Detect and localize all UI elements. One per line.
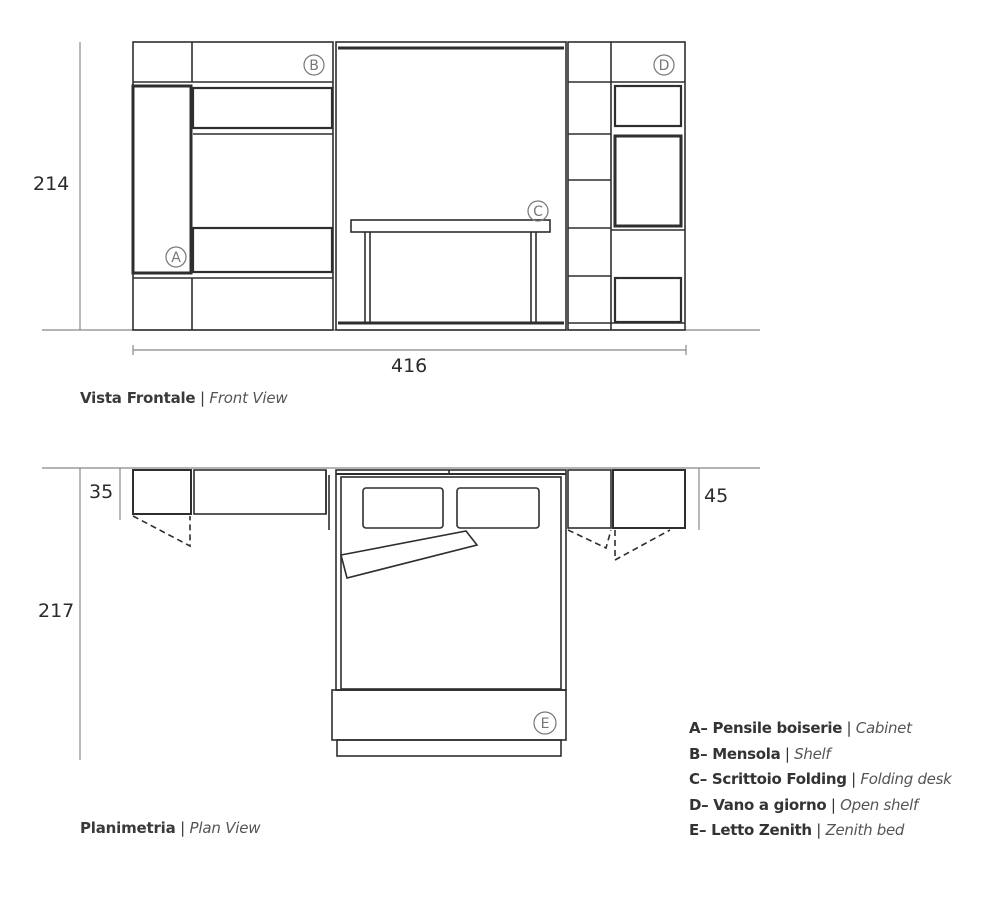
marker-e: E [540, 716, 550, 732]
front-height-dim: 214 [33, 173, 70, 195]
legend-item-e: E– Letto Zenith | Zenith bed [689, 821, 905, 839]
bed-outline [336, 470, 566, 690]
legend-italian: Scrittoio Folding [711, 770, 847, 788]
folded-duvet [341, 531, 477, 578]
folding-desk-top [351, 220, 550, 232]
legend-item-a: A– Pensile boiserie | Cabinet [689, 719, 912, 737]
legend-english: Folding desk [860, 770, 952, 788]
legend-english: Open shelf [840, 795, 918, 814]
front-view-caption-it: Vista Frontale [80, 389, 196, 407]
legend-item-b: B– Mensola | Shelf [689, 744, 831, 763]
plan-view-caption: Planimetria | Plan View [80, 819, 261, 837]
legend-english: Cabinet [855, 719, 912, 737]
legend-letter: E [689, 821, 699, 839]
legend-italian: Pensile boiserie [712, 719, 843, 737]
legend-english: Zenith bed [825, 821, 905, 839]
legend-item-c: C– Scrittoio Folding | Folding desk [689, 770, 952, 788]
plan-view-caption-it: Planimetria [80, 819, 176, 837]
front-view-caption: Vista Frontale | Front View [80, 389, 288, 407]
legend-english: Shelf [794, 744, 831, 763]
legend [689, 716, 952, 844]
plan-view-drawing [42, 468, 760, 760]
legend-italian: Vano a giorno [713, 795, 827, 814]
plan-bed-length-dim: 217 [38, 600, 75, 622]
plan-view-caption-en: Plan View [189, 819, 261, 837]
legend-letter: B [689, 744, 701, 763]
plan-depth-left-dim: 35 [89, 481, 114, 503]
legend-italian: Mensola [712, 744, 781, 763]
cabinet-a-front [133, 86, 191, 273]
legend-letter: D [689, 795, 702, 814]
marker-c: C [533, 204, 543, 220]
marker-a: A [171, 250, 181, 266]
plan-depth-right-dim: 45 [704, 485, 729, 507]
marker-b: B [309, 58, 319, 74]
legend-letter: A [689, 719, 701, 737]
legend-item-d: D– Vano a giorno | Open shelf [689, 795, 918, 814]
front-view-drawing [42, 42, 760, 355]
front-view-caption-en: Front View [209, 389, 288, 407]
front-width-dim: 416 [391, 355, 428, 377]
bed-headboard-back [341, 477, 561, 689]
bed-footboard [332, 690, 566, 740]
legend-italian: Letto Zenith [711, 821, 812, 839]
legend-letter: C [689, 770, 700, 788]
marker-d: D [658, 58, 670, 74]
